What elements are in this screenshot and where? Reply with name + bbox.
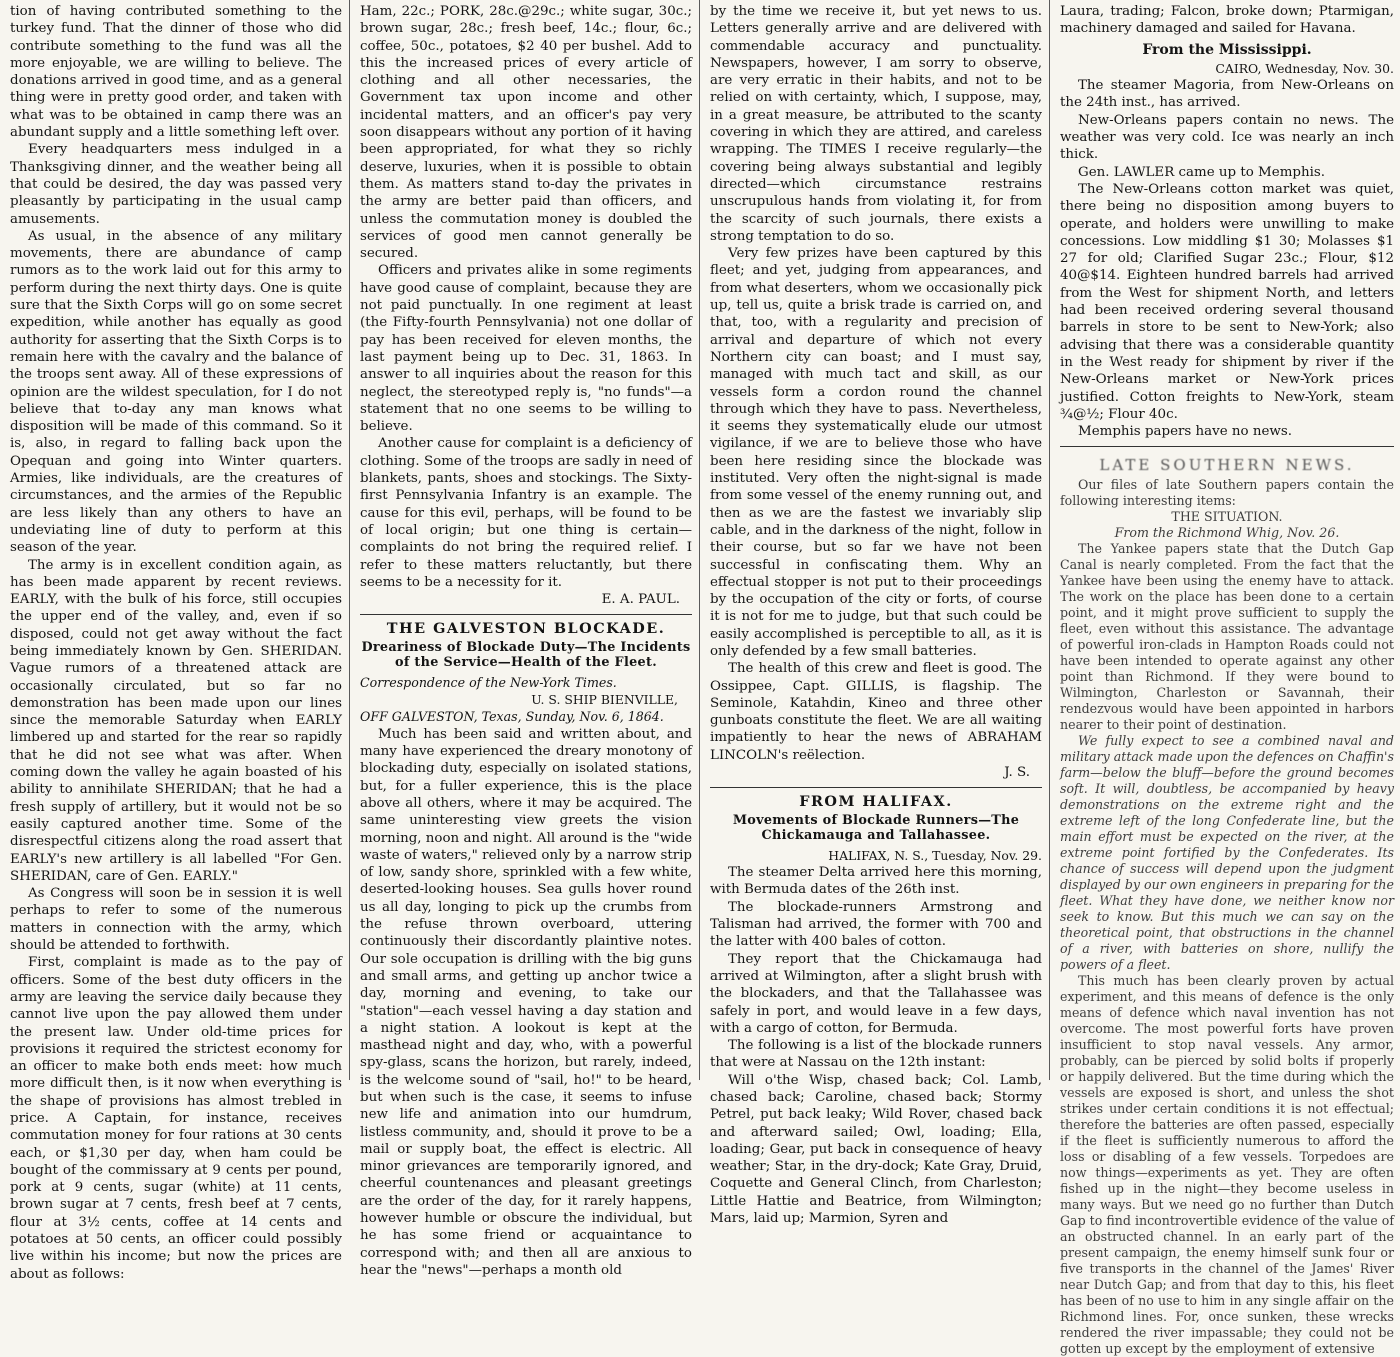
column-1-paragraph: Every headquarters mess indulged in a Thanksgiving dinner, and the weather being all that could be desired, the day was passed very pleasantly by participating in the usual camp amusements. xyxy=(10,142,342,227)
column-2 xyxy=(350,0,698,1278)
dateline: OFF GALVESTON, Texas, Sunday, Nov. 6, 1864. xyxy=(360,709,664,725)
article-subheadline xyxy=(360,640,692,671)
dateline: HALIFAX, N. S., Tuesday, Nov. 29. xyxy=(828,847,1042,863)
subheadline-text: Movements of Blockade Runners—The Chickamauga and Tallahassee. xyxy=(732,812,1020,844)
article-headline: From the Mississippi. xyxy=(1142,41,1312,58)
faded-headline: LATE SOUTHERN NEWS. xyxy=(1099,456,1355,475)
byline: Correspondence of the New-York Times. xyxy=(360,674,617,690)
column-3-paragraph: Very few prizes have been captured by this fleet; and yet, judging from appearances, and from what deserters, whom we occasionally pick up, tell us, quite a brisk trade is carried on, and that, too, with a regularity and precision of arrival and departure of which not every Northern city can boast; and I must say, managed with much tact and skill, as our vessels form a cordon round the channel through which they have to pass. Nevertheless, it seems they systematically elude our utmost vigilance, if we are to believe those who have been here residing since the blockade was instituted. Very often the night-signal is made from some vessel of the enemy running out, and then as we are the fastest we invariably slip cable, and in the darkness of the night, follow in their course, but so far we have not been successful in confiscating them. Why an effectual stopper is not put to their proceedings by the occupation of the city or forts, of course it is not for me to judge, but that such could be easily accomplished is perceptible to all, as it is only defended by a few small batteries. xyxy=(710,246,1042,659)
article-subheadline xyxy=(710,813,1042,844)
column-4-paragraph: Memphis papers have no news. xyxy=(1078,424,1292,440)
dateline: CAIRO, Wednesday, Nov. 30. xyxy=(1215,60,1394,76)
column-3-paragraph: by the time we receive it, but yet news to us. Letters generally arrive and are delivered with commendable accuracy and punctuality. Newspapers, however, I am sorry to observe, are very erratic in their habits, and not to be relied on with certainty, which, I suppose, may, in a great measure, be attributed to the scanty covering in which they are attired, and careless wrapping. The TIMES I receive regularly—the covering being always substantial and legibly directed—which circumstance restrains unscrupulous hands from violating it, for from the scarcity of such journals, there exists a strong temptation to do so. xyxy=(710,4,1042,244)
article-headline: THE GALVESTON BLOCKADE. xyxy=(360,614,692,637)
column-4-paragraph: Gen. LAWLER came up to Memphis. xyxy=(1078,164,1326,180)
column-2-paragraph: Ham, 22c.; PORK, 28c.@29c.; white sugar, 30c.; brown sugar, 28c.; fresh beef, 14c.; flour, 6c.; coffee, 50c., potatoes, $2 40 per bushel. Add to this the increased prices of every article of clothing and all other necessaries, the Government tax upon income and other incidental matters, and an officer's pay very soon disappears without any portion of it having been appropriated, for what they so richly deserve, luxuries, when it is possible to obtain them. As matters stand to-day the privates in the army are better paid than officers, and unless the commutation money is doubled the services of good men cannot generally be secured. xyxy=(360,4,692,262)
column-3 xyxy=(700,0,1048,1227)
subheadline-text: Dreariness of Blockade Duty—The Incidents of the Service—Health of the Fleet. xyxy=(361,639,691,671)
column-4-paragraph: New-Orleans papers contain no news. The weather was very cold. Ice was nearly an inch thick. xyxy=(1060,112,1394,163)
column-1 xyxy=(0,0,348,1282)
column-1-paragraph: The army is in excellent condition again, as has been made apparent by recent reviews. EARLY, with the bulk of his force, still occupies the upper end of the valley, and, even if so disposed, could not get away without the fact being immediately known by Gen. SHERIDAN. Vague rumors of a threatened attack are occasionally circulated, but so far no demonstration has been made upon our lines since the memorable Saturday when EARLY limbered up and started for the rear so rapidly that he did not see what was after. When coming down the valley he again boasted of his ability to annihilate SHERIDAN; that he had a fresh supply of artillery, but it would not be so easily captured another time. Some of the disrespectful citizens along the road assert that EARLY's new artillery is all labelled "For Gen. SHERIDAN, care of Gen. EARLY." xyxy=(10,557,342,884)
faded-article xyxy=(1060,446,1394,1357)
column-3-paragraph: The health of this crew and fleet is good. The Ossippee, Capt. GILLIS, is flagship. The Seminole, Katahdin, Kineo and three other gunboats constitute the fleet. We are all waiting impatiently to hear the news of ABRAHAM LINCOLN's reëlection. xyxy=(710,661,1042,763)
column-2-paragraph: Much has been said and written about, and many have experienced the dreary monotony of blockading duty, especially on isolated stations, but, for a fuller experience, this is the place above all others, where it may be acquired. The same uninteresting view greets the vision morning, noon and night. All around is the "wide waste of waters," relieved only by a narrow strip of low, sandy shore, sprinkled with a few white, deserted-looking houses. Sea gulls hover round us all day, longing to pick up the crumbs from the refuse thrown overboard, uttering continuously their discordantly plaintive notes. Our sole occupation is drilling with the big guns and small arms, and getting up anchor twice a day, morning and evening, to take our "station"—each vessel having a day station and a night station. A lookout is kept at the masthead night and day, who, with a powerful spy-glass, scans the horizon, but rarely, indeed, is the welcome sound of "sail, ho!" to be heard, but when such is the case, it seems to infuse new life and animation into our humdrum, listless community, and, should it prove to be a mail or supply boat, the effect is electric. All minor grievances are temporarily ignored, and cheerful countenances and pleasant greetings are the order of the day, for it rarely happens, however humble or obscure the individual, but he has some friend or acquaintance to correspond with; and then all are anxious to hear the "news"—perhaps a month old xyxy=(360,726,692,1278)
ship-dateline: U. S. SHIP BIENVILLE, xyxy=(531,692,678,708)
column-2-paragraph: Another cause for complaint is a deficiency of clothing. Some of the troops are sadly in need of blankets, pants, shoes and stockings. The Sixty-first Pennsylvania Infantry is an example. The cause for this evil, perhaps, will be found to be of local origin; but one thing is certain—complaints do not bring the required relief. I refer to these matters reluctantly, but there seems to be a necessity for it. xyxy=(360,436,692,590)
column-3-paragraph: The steamer Delta arrived here this morning, with Bermuda dates of the 26th inst. xyxy=(710,865,1042,898)
faded-source: From the Richmond Whig, Nov. 26. xyxy=(1114,525,1340,541)
column-4-paragraph: Laura, trading; Falcon, broke down; Ptarmigan, machinery damaged and sailed for Havana. xyxy=(1060,4,1394,37)
faded-paragraph: The Yankee papers state that the Dutch Gap Canal is nearly completed. From the fact that the Yankee have been using the enemy have to attack. The work on the place has been done to a certain point, and it might prove sufficient to supply the fleet, even without this assistance. The advantage of powerful iron-clads in Hampton Roads could not have been intended to operate against any other point than Richmond. If they were bound to Wilmington, Charleston or Savannah, their rendezvous would have been appointed in harbors nearer to their point of destination. xyxy=(1060,541,1394,733)
faded-paragraph: Our files of late Southern papers contain the following interesting items: xyxy=(1060,477,1394,509)
column-4 xyxy=(1050,0,1400,1357)
column-3-paragraph: They report that the Chickamauga had arrived at Wilmington, after a slight brush with the blockaders, and that the Tallahassee was safely in port, and would leave in a few days, with a cargo of cotton, for Bermuda. xyxy=(710,951,1042,1036)
column-1-paragraph: As Congress will soon be in session it is well perhaps to refer to some of the numerous matters in connection with the army, which should be attended to forthwith. xyxy=(10,886,342,954)
author-signature: E. A. PAUL. xyxy=(601,592,680,608)
column-3-paragraph: Will o'the Wisp, chased back; Col. Lamb, chased back; Caroline, chased back; Stormy Petrel, put back leaky; Wild Rover, chased back and afterward sailed; Owl, loading; Ella, loading; Gear, put back in consequence of heavy weather; Star, in the dry-dock; Kate Gray, Druid, Coquette and General Clinch, from Charleston; Little Hattie and Beatrice, from Wilmington; Mars, laid up; Marmion, Syren and xyxy=(710,1072,1042,1227)
column-1-paragraph: First, complaint is made as to the pay of officers. Some of the best duty officers in the army are leaving the service daily because they cannot live upon the pay allowed them under the present law. Under old-time prices for provisions it required the strictest economy for an officer to make both ends meet: how much more difficult then, is it now when everything is the shape of provisions has almost trebled in price. A Captain, for instance, receives commutation money for four rations at 30 cents each, or $1,30 per day, when ham could be bought of the commissary at 9 cents per pound, pork at 9 cents, sugar (white) at 11 cents, brown sugar at 7 cents, fresh beef at 7 cents, flour at 3½ cents, coffee at 14 cents and potatoes at 50 cents, an officer could possibly live within his income; but now the prices are about as follows: xyxy=(10,955,342,1282)
faded-paragraph: We fully expect to see a combined naval and military attack made upon the defences on Chaffin's farm—below the bluff—before the ground becomes soft. It will, doubtless, be accompanied by heavy demonstrations on the extreme right and the extreme left of the long Confederate line, but the main effort must be expected on the river, at the extreme point fortified by the Confederates. Its chance of success will depend upon the judgment displayed by our own engineers in preparing for the fleet. What they have done, we neither know nor seek to know. But this much we can say on the theoretical point, that obstructions in the channel of a river, with batteries on shore, nullify the powers of a fleet. xyxy=(1060,733,1394,973)
author-signature: J. S. xyxy=(1004,765,1030,781)
faded-paragraph: This much has been clearly proven by actual experiment, and this means of defence is the only means of defence which naval invention has not overcome. The most powerful forts have proven insufficient to stop naval vessels. Any armor, probably, can be pierced by solid bolts if properly or happily delivered. But the time during which the vessels are exposed is short, and unless the shot strikes under certain conditions it is not effectual; therefore the batteries are often passed, especially if the fleet is sufficiently numerous to afford the loss or disabling of a few vessels. Torpedoes are now things—experiments as yet. They are often fished up in the night—they become useless in many ways. But we need go no further than Dutch Gap to find incontrovertible evidence of the value of an obstructed channel. In an early part of the present campaign, the enemy himself sunk four or five transports in the channel of the James' River near Dutch Gap; and from that day to this, his fleet has been of no use to him in any single affair on the Richmond lines. For, once sunken, these wrecks rendered the river impassable; they could not be gotten up except by the employment of extensive xyxy=(1060,973,1394,1357)
column-3-paragraph: The blockade-runners Armstrong and Talisman had arrived, the former with 700 and the latter with 400 bales of cotton. xyxy=(710,899,1042,950)
column-2-paragraph: Officers and privates alike in some regiments have good cause of complaint, because they are not paid punctually. In one regiment at least (the Fifty-fourth Pennsylvania) not one dollar of pay has been received for eleven months, the last payment being up to Dec. 31, 1863. In answer to all inquiries about the reason for this neglect, the stereotyped reply is, "no funds"—a statement that no one seems to be willing to believe. xyxy=(360,263,692,435)
column-1-paragraph: As usual, in the absence of any military movements, there are abundance of camp rumors as to the work laid out for this army to perform during the next thirty days. One is quite sure that the Sixth Corps will go on some secret expedition, while another has equally as good authority for asserting that the Sixth Corps is to remain here with the cavalry and the balance of the troops sent away. All of these expressions of opinion are the wildest speculation, for I do not believe that to-day any man knows what disposition will be made of this command. So it is, also, in regard to falling back upon the Opequan and going into Winter quarters. Armies, like individuals, are the creatures of circumstances, and the armies of the Republic are less likely than any others to have an undeviating line of duty to perform at this season of the year. xyxy=(10,228,342,556)
column-4-paragraph: The New-Orleans cotton market was quiet, there being no disposition among buyers to operate, and holders were unwilling to make concessions. Low middling $1 30; Molasses $1 27 for old; Clarified Sugar 23c.; Flour, $12 40@$14. Eighteen hundred barrels had arrived from the West for shipment North, and letters had been received ordering several thousand barrels in store to be sent to New-York; also advising that there was a considerable quantity in the West ready for shipment by river if the New-Orleans market or New-York prices justified. Cotton freights to New-York, steam ¾@½; Flour 40c. xyxy=(1060,181,1394,422)
faded-subheading: THE SITUATION. xyxy=(1171,509,1283,525)
column-1-paragraph: tion of having contributed something to the turkey fund. That the dinner of those who did contribute something to the fund was all the more enjoyable, we are willing to believe. The donations arrived in good time, and as a general thing were in pretty good order, and taken with what was to be obtained in camp there was an abundant supply and a little something left over. xyxy=(10,4,342,141)
column-3-paragraph: The following is a list of the blockade runners that were at Nassau on the 12th instant: xyxy=(710,1038,1042,1071)
article-headline: FROM HALIFAX. xyxy=(710,787,1042,810)
column-4-paragraph: The steamer Magoria, from New-Orleans on the 24th inst., has arrived. xyxy=(1060,78,1394,111)
